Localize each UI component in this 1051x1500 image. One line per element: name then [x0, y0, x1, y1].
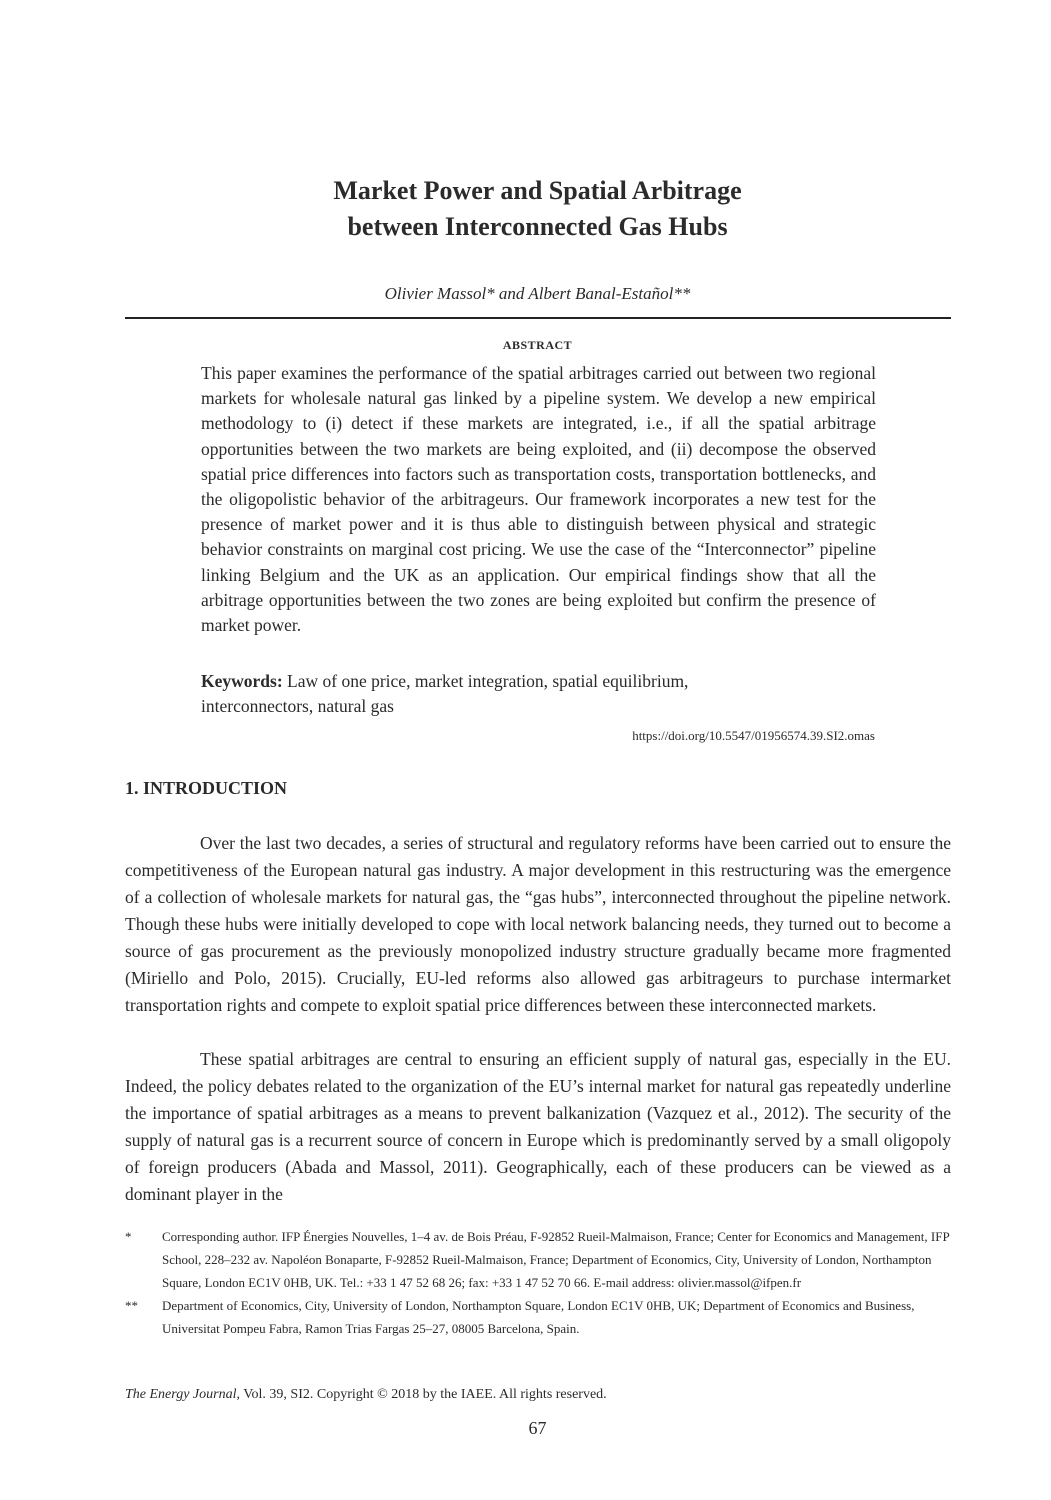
- footnote-text: Department of Economics, City, University of London, Northampton Square, London EC1V 0HB, UK; Department of Economics and Business, Universitat Pompeu Fabra, Ramon Trias Fargas 25–27, 08005 Barcelona, Spain.: [162, 1298, 915, 1336]
- footnote-text: Corresponding author. IFP Énergies Nouvelles, 1–4 av. de Bois Préau, F-92852 Rueil-Malmaison, France; Center for Economics and Management, IFP School, 228–232 av. Napoléon Bonaparte, F-92852 Rueil-Malmaison, France; Department of Economics, City, University of London, Northampton Square, London EC1V 0HB, UK. Tel.: +33 1 47 52 68 26; fax: +33 1 47 52 70 66. E-mail address: olivier.massol@ifpen.fr: [162, 1229, 950, 1290]
- journal-details: , Vol. 39, SI2. Copyright © 2018 by the IAEE. All rights reserved.: [236, 1387, 607, 1402]
- journal-citation: [125, 1385, 607, 1405]
- keywords-line-1: Law of one price, market integration, spatial equilibrium,: [287, 671, 689, 691]
- footnote-2: [125, 1294, 951, 1340]
- body-paragraph-1: Over the last two decades, a series of structural and regulatory reforms have been carried out to ensure the competitiveness of the European natural gas industry. A major development in this restructuring was the emergence of a collection of wholesale markets for natural gas, the “gas hubs”, interconnected throughout the pipeline network. Though these hubs were initially developed to cope with local network balancing needs, they turned out to become a source of gas procurement as the previously monopolized industry structure gradually became more fragmented (Miriello and Polo, 2015). Crucially, EU-led reforms also allowed gas arbitrageurs to purchase intermarket transportation rights and compete to exploit spatial price differences between these interconnected markets.: [125, 833, 951, 1015]
- author-line: Olivier Massol* and Albert Banal-Estañol**: [384, 284, 691, 303]
- keywords-block: [201, 669, 876, 719]
- footnote-marker: *: [125, 1229, 132, 1244]
- footnote-1: [125, 1225, 951, 1294]
- title-line-1: Market Power and Spatial Arbitrage: [333, 176, 742, 205]
- title-line-2: between Interconnected Gas Hubs: [347, 212, 728, 241]
- footnotes: [125, 1225, 951, 1340]
- keywords-label: Keywords:: [201, 671, 283, 691]
- keywords-line-2: interconnectors, natural gas: [201, 696, 394, 716]
- footnote-marker: **: [125, 1298, 138, 1313]
- page-number: 67: [528, 1418, 547, 1438]
- header-divider: [125, 317, 951, 319]
- journal-name: The Energy Journal: [125, 1387, 237, 1402]
- section-heading: 1. INTRODUCTION: [125, 778, 288, 798]
- doi-link[interactable]: https://doi.org/10.5547/01956574.39.SI2.omas: [632, 728, 875, 743]
- abstract-text: This paper examines the performance of the spatial arbitrages carried out between two regional markets for wholesale natural gas linked by a pipeline system. We develop a new empirical methodology to (i) detect if these markets are integrated, i.e., if all the spatial arbitrage opportunities between the two markets are being exploited, and (ii) decompose the observed spatial price differences into factors such as transportation costs, transportation bottlenecks, and the oligopolistic behavior of the arbitrageurs. Our framework incorporates a new test for the presence of market power and it is thus able to distinguish between physical and strategic behavior constraints on marginal cost pricing. We use the case of the “Interconnector” pipeline linking Belgium and the UK as an application. Our empirical findings show that all the arbitrage opportunities between the two zones are being exploited but confirm the presence of market power.: [201, 363, 876, 636]
- abstract-heading: ABSTRACT: [502, 338, 573, 352]
- paper-title: [0, 173, 1051, 245]
- body-paragraph-2: These spatial arbitrages are central to ensuring an efficient supply of natural gas, especially in the EU. Indeed, the policy debates related to the organization of the EU’s internal market for natural gas repeatedly underline the importance of spatial arbitrages as a means to prevent balkanization (Vazquez et al., 2012). The security of the supply of natural gas is a recurrent source of concern in Europe which is predominantly served by a small oligopoly of foreign producers (Abada and Massol, 2011). Geographically, each of these producers can be viewed as a dominant player in the: [125, 1049, 951, 1204]
